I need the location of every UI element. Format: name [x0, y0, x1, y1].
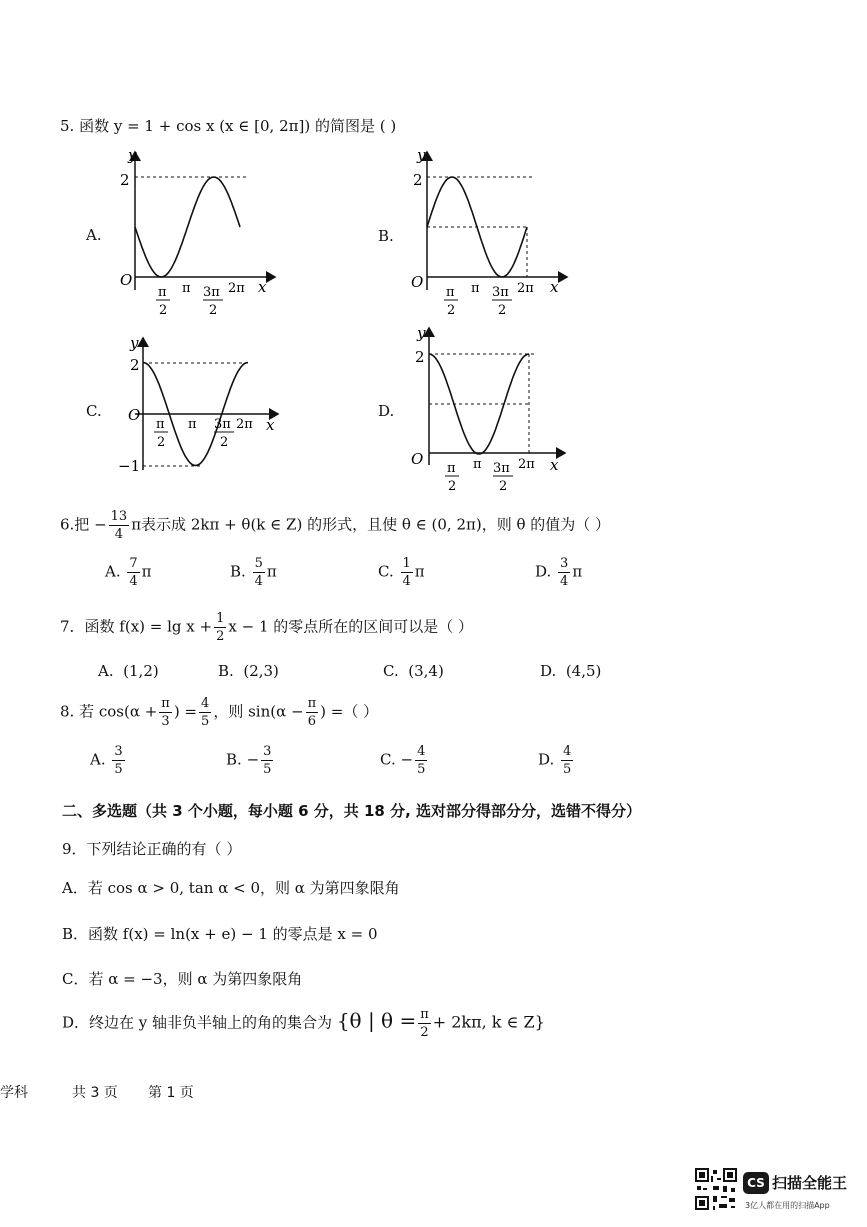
q9-option-c: C．若 α = −3，则 α 为第四象限角 — [62, 970, 303, 988]
svg-text:2: 2 — [499, 479, 508, 494]
q5-stem: 5. 函数 y = 1 + cos x (x ∈ [0, 2π]) 的简图是 ( ) — [60, 117, 397, 135]
origin-label: O — [120, 271, 133, 289]
svg-text:π: π — [446, 285, 455, 300]
q8-option-d: D. $\frac{4}{5}$ — [538, 744, 572, 777]
footer-subject: 学科 — [0, 1085, 28, 1101]
graph-a — [110, 140, 285, 320]
svg-text:x: x — [266, 416, 275, 434]
q8-option-b: B. − $\frac{3}{5}$ — [226, 744, 272, 777]
svg-text:2: 2 — [157, 435, 166, 450]
svg-text:2: 2 — [448, 479, 457, 494]
footer-page-number: 第 1 页 — [148, 1085, 194, 1101]
q7-option-c: C. (3,4) — [383, 662, 444, 680]
svg-text:3π: 3π — [493, 461, 510, 476]
q5-option-a-label: A. — [86, 226, 102, 244]
y-label: y — [128, 146, 137, 164]
graph-c — [110, 330, 290, 480]
svg-text:π: π — [473, 457, 482, 472]
svg-text:2: 2 — [220, 435, 229, 450]
svg-text:2: 2 — [498, 303, 507, 318]
tick-3pi-half-den: 2 — [209, 303, 218, 318]
svg-text:π: π — [471, 281, 480, 296]
camscanner-logo: CS — [743, 1172, 769, 1194]
svg-text:π: π — [156, 417, 165, 432]
svg-text:y: y — [130, 334, 139, 352]
y-tick-2: 2 — [120, 171, 130, 189]
q6-option-d: D. $\frac{3}{4}$ π — [535, 556, 583, 589]
q6-option-b: B. $\frac{5}{4}$ π — [230, 556, 277, 589]
footer-total-pages: 共 3 页 — [72, 1085, 118, 1101]
svg-text:2: 2 — [130, 356, 140, 374]
q8-stem: 8. 若 cos(α + $\frac{\pi}{3}$ ) = $\frac{4}{5}$ ，则 sin(α − $\frac{\pi}{6}$ ) =（ ） — [60, 696, 379, 729]
q5-option-d-label: D. — [378, 402, 395, 420]
svg-text:x: x — [550, 456, 559, 474]
q6-option-c: C. $\frac{1}{4}$ π — [378, 556, 425, 589]
svg-text:y: y — [417, 146, 426, 164]
svg-text:2π: 2π — [517, 281, 534, 296]
svg-text:2: 2 — [413, 171, 423, 189]
q7-option-b: B. (2,3) — [218, 662, 279, 680]
svg-text:π: π — [447, 461, 456, 476]
svg-text:2: 2 — [447, 303, 456, 318]
graph-d — [405, 320, 580, 500]
svg-text:O: O — [128, 406, 141, 424]
q9-option-b: B．函数 f(x) = ln(x + e) − 1 的零点是 x = 0 — [62, 925, 378, 943]
svg-text:2π: 2π — [518, 457, 535, 472]
tick-pi-half-den: 2 — [159, 303, 168, 318]
q7-option-d: D. (4,5) — [540, 662, 602, 680]
q6-stem: 6.把 − $\frac{13}{4}$ π表示成 2kπ + θ(k ∈ Z) 的形式，且使 θ ∈ (0, 2π)，则 θ 的值为（ ） — [60, 509, 611, 542]
q5-option-c-label: C. — [86, 402, 102, 420]
tick-3pi-half-num: 3π — [203, 285, 220, 300]
q7-option-a: A. (1,2) — [98, 662, 159, 680]
q9-option-d: D．终边在 y 轴非负半轴上的角的集合为 {θ | θ = $\frac{\pi}{2}$ + 2kπ, k ∈ Z} — [62, 1007, 545, 1040]
q8-option-a: A. $\frac{3}{5}$ — [90, 744, 123, 777]
tick-pi-half-num: π — [158, 285, 167, 300]
svg-text:−1: −1 — [118, 457, 141, 475]
svg-text:O: O — [411, 273, 424, 291]
svg-text:O: O — [411, 450, 424, 468]
section-2-heading: 二、多选题（共 3 个小题，每小题 6 分，共 18 分, 选对部分得部分分，选错不得分） — [62, 802, 642, 820]
q5-option-b-label: B. — [378, 227, 394, 245]
tick-2pi: 2π — [228, 281, 245, 296]
svg-text:3π: 3π — [214, 417, 231, 432]
x-label: x — [258, 278, 267, 296]
q9-option-a: A．若 cos α > 0, tan α < 0，则 α 为第四象限角 — [62, 879, 400, 897]
q7-stem: 7．函数 f(x) = lg x + $\frac{1}{2}$ x − 1 的零点所在的区间可以是（ ） — [60, 611, 474, 644]
tick-pi: π — [182, 281, 191, 296]
q9-stem: 9．下列结论正确的有（ ） — [62, 840, 242, 858]
q6-option-a: A. $\frac{7}{4}$ π — [105, 556, 152, 589]
svg-text:2: 2 — [415, 348, 425, 366]
curve-a — [135, 177, 240, 277]
svg-text:π: π — [188, 417, 197, 432]
svg-text:2π: 2π — [236, 417, 253, 432]
svg-text:y: y — [417, 324, 426, 342]
graph-b — [405, 140, 580, 320]
camscanner-title: 扫描全能王 — [772, 1174, 848, 1192]
qr-code-icon — [695, 1168, 737, 1210]
camscanner-subtitle: 3亿人都在用的扫描App — [745, 1201, 830, 1210]
q8-option-c: C. − $\frac{4}{5}$ — [380, 744, 426, 777]
svg-text:3π: 3π — [492, 285, 509, 300]
svg-text:x: x — [550, 278, 559, 296]
